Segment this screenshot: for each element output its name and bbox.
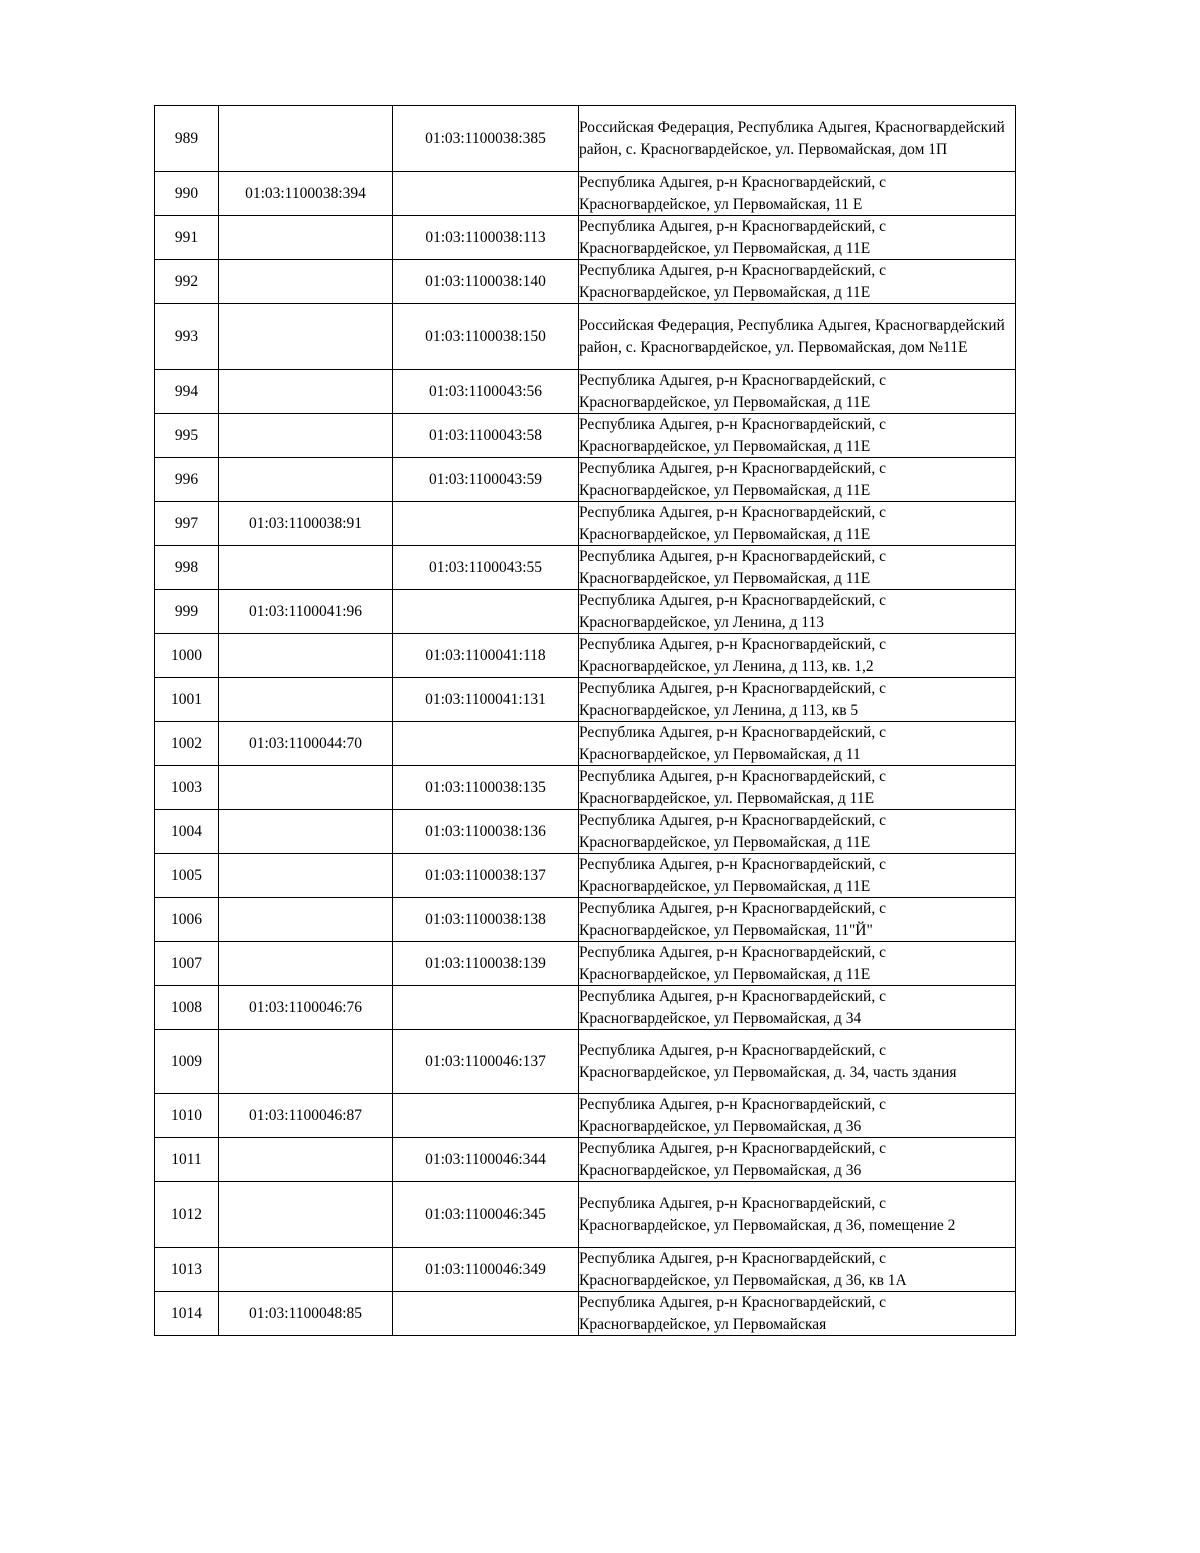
land-cadastral-number-cell: 01:03:1100046:87 (219, 1094, 393, 1138)
object-cadastral-number-cell: 01:03:1100038:113 (393, 216, 579, 260)
address-cell: Республика Адыгея, р-н Красногвардейский, с Красногвардейское, ул Первомайская, д 11Е (579, 370, 1016, 414)
address-cell: Республика Адыгея, р-н Красногвардейский, с Красногвардейское, ул Первомайская, д 11Е (579, 942, 1016, 986)
address-cell: Республика Адыгея, р-н Красногвардейский, с Красногвардейское, ул. Первомайская, д 11Е (579, 766, 1016, 810)
object-cadastral-number-cell (393, 502, 579, 546)
object-cadastral-number-cell: 01:03:1100043:55 (393, 546, 579, 590)
property-table (154, 105, 1016, 1336)
land-cadastral-number-cell (219, 260, 393, 304)
row-number-cell: 1008 (155, 986, 219, 1030)
object-cadastral-number-cell: 01:03:1100038:385 (393, 106, 579, 172)
row-number-cell: 1002 (155, 722, 219, 766)
table-row (155, 854, 1016, 898)
land-cadastral-number-cell (219, 106, 393, 172)
land-cadastral-number-cell: 01:03:1100044:70 (219, 722, 393, 766)
object-cadastral-number-cell (393, 1292, 579, 1336)
row-number-cell: 999 (155, 590, 219, 634)
land-cadastral-number-cell (219, 1248, 393, 1292)
table-row (155, 810, 1016, 854)
row-number-cell: 994 (155, 370, 219, 414)
row-number-cell: 1005 (155, 854, 219, 898)
land-cadastral-number-cell (219, 854, 393, 898)
land-cadastral-number-cell (219, 216, 393, 260)
address-cell: Республика Адыгея, р-н Красногвардейский, с Красногвардейское, ул Ленина, д 113 (579, 590, 1016, 634)
address-cell: Республика Адыгея, р-н Красногвардейский, с Красногвардейское, ул Первомайская, д 11Е (579, 502, 1016, 546)
row-number-cell: 990 (155, 172, 219, 216)
object-cadastral-number-cell: 01:03:1100046:345 (393, 1182, 579, 1248)
object-cadastral-number-cell: 01:03:1100038:139 (393, 942, 579, 986)
land-cadastral-number-cell (219, 634, 393, 678)
object-cadastral-number-cell: 01:03:1100041:118 (393, 634, 579, 678)
land-cadastral-number-cell (219, 1138, 393, 1182)
address-cell: Республика Адыгея, р-н Красногвардейский, с Красногвардейское, ул Первомайская, д 11Е (579, 414, 1016, 458)
address-cell: Республика Адыгея, р-н Красногвардейский, с Красногвардейское, ул Первомайская, д 11Е (579, 810, 1016, 854)
row-number-cell: 995 (155, 414, 219, 458)
address-cell: Республика Адыгея, р-н Красногвардейский, с Красногвардейское, ул Первомайская, д 34 (579, 986, 1016, 1030)
address-cell: Республика Адыгея, р-н Красногвардейский, с Красногвардейское, ул Первомайская, д 11Е (579, 546, 1016, 590)
address-cell: Республика Адыгея, р-н Красногвардейский, с Красногвардейское, ул Первомайская, д 36 (579, 1094, 1016, 1138)
table-row (155, 172, 1016, 216)
land-cadastral-number-cell: 01:03:1100038:91 (219, 502, 393, 546)
table-row (155, 986, 1016, 1030)
table-row (155, 260, 1016, 304)
table-row (155, 678, 1016, 722)
table-row (155, 898, 1016, 942)
land-cadastral-number-cell: 01:03:1100041:96 (219, 590, 393, 634)
row-number-cell: 1007 (155, 942, 219, 986)
table-row (155, 546, 1016, 590)
address-cell: Республика Адыгея, р-н Красногвардейский, с Красногвардейское, ул Первомайская (579, 1292, 1016, 1336)
row-number-cell: 991 (155, 216, 219, 260)
object-cadastral-number-cell (393, 722, 579, 766)
land-cadastral-number-cell (219, 304, 393, 370)
table-row (155, 216, 1016, 260)
land-cadastral-number-cell (219, 546, 393, 590)
object-cadastral-number-cell: 01:03:1100041:131 (393, 678, 579, 722)
address-cell: Республика Адыгея, р-н Красногвардейский, с Красногвардейское, ул Первомайская, д 36 (579, 1138, 1016, 1182)
table-row (155, 304, 1016, 370)
object-cadastral-number-cell: 01:03:1100043:56 (393, 370, 579, 414)
object-cadastral-number-cell: 01:03:1100038:136 (393, 810, 579, 854)
address-cell: Республика Адыгея, р-н Красногвардейский, с Красногвардейское, ул Первомайская, д 11Е (579, 216, 1016, 260)
object-cadastral-number-cell: 01:03:1100038:137 (393, 854, 579, 898)
land-cadastral-number-cell: 01:03:1100046:76 (219, 986, 393, 1030)
object-cadastral-number-cell: 01:03:1100038:150 (393, 304, 579, 370)
address-cell: Республика Адыгея, р-н Красногвардейский, с Красногвардейское, ул Первомайская, д 11Е (579, 854, 1016, 898)
object-cadastral-number-cell (393, 1094, 579, 1138)
land-cadastral-number-cell (219, 458, 393, 502)
land-cadastral-number-cell (219, 370, 393, 414)
object-cadastral-number-cell (393, 590, 579, 634)
object-cadastral-number-cell: 01:03:1100038:140 (393, 260, 579, 304)
row-number-cell: 1003 (155, 766, 219, 810)
table-row (155, 458, 1016, 502)
land-cadastral-number-cell (219, 942, 393, 986)
table-row (155, 414, 1016, 458)
object-cadastral-number-cell: 01:03:1100038:138 (393, 898, 579, 942)
table-row (155, 1094, 1016, 1138)
land-cadastral-number-cell (219, 1182, 393, 1248)
row-number-cell: 1000 (155, 634, 219, 678)
table-row (155, 942, 1016, 986)
address-cell: Республика Адыгея, р-н Красногвардейский, с Красногвардейское, ул Первомайская, 11 Е (579, 172, 1016, 216)
row-number-cell: 992 (155, 260, 219, 304)
table-row (155, 1030, 1016, 1094)
row-number-cell: 1006 (155, 898, 219, 942)
table-row (155, 1248, 1016, 1292)
address-cell: Республика Адыгея, р-н Красногвардейский, с Красногвардейское, ул Первомайская, д 11 (579, 722, 1016, 766)
object-cadastral-number-cell (393, 172, 579, 216)
row-number-cell: 1009 (155, 1030, 219, 1094)
table-row (155, 634, 1016, 678)
address-cell: Республика Адыгея, р-н Красногвардейский, с Красногвардейское, ул Ленина, д 113, кв. 1,2 (579, 634, 1016, 678)
address-cell: Республика Адыгея, р-н Красногвардейский, с Красногвардейское, ул Первомайская, д 11Е (579, 260, 1016, 304)
table-row (155, 590, 1016, 634)
address-cell: Российская Федерация, Республика Адыгея, Красногвардейский район, с. Красногвардейское, ул. Первомайская, дом №11Е (579, 304, 1016, 370)
object-cadastral-number-cell: 01:03:1100046:349 (393, 1248, 579, 1292)
land-cadastral-number-cell (219, 1030, 393, 1094)
table-row (155, 502, 1016, 546)
land-cadastral-number-cell: 01:03:1100048:85 (219, 1292, 393, 1336)
row-number-cell: 993 (155, 304, 219, 370)
land-cadastral-number-cell (219, 810, 393, 854)
land-cadastral-number-cell (219, 766, 393, 810)
address-cell: Республика Адыгея, р-н Красногвардейский, с Красногвардейское, ул Первомайская, д 36, кв 1А (579, 1248, 1016, 1292)
address-cell: Республика Адыгея, р-н Красногвардейский, с Красногвардейское, ул Первомайская, д 36, помещение 2 (579, 1182, 1016, 1248)
land-cadastral-number-cell: 01:03:1100038:394 (219, 172, 393, 216)
table-row (155, 1138, 1016, 1182)
row-number-cell: 997 (155, 502, 219, 546)
object-cadastral-number-cell: 01:03:1100046:344 (393, 1138, 579, 1182)
address-cell: Республика Адыгея, р-н Красногвардейский, с Красногвардейское, ул Первомайская, д 11Е (579, 458, 1016, 502)
table-row (155, 1292, 1016, 1336)
row-number-cell: 998 (155, 546, 219, 590)
land-cadastral-number-cell (219, 898, 393, 942)
row-number-cell: 996 (155, 458, 219, 502)
object-cadastral-number-cell: 01:03:1100046:137 (393, 1030, 579, 1094)
row-number-cell: 1011 (155, 1138, 219, 1182)
object-cadastral-number-cell: 01:03:1100043:58 (393, 414, 579, 458)
row-number-cell: 1001 (155, 678, 219, 722)
table-row (155, 1182, 1016, 1248)
address-cell: Российская Федерация, Республика Адыгея, Красногвардейский район, с. Красногвардейское, ул. Первомайская, дом 1П (579, 106, 1016, 172)
address-cell: Республика Адыгея, р-н Красногвардейский, с Красногвардейское, ул Первомайская, д. 34, часть здания (579, 1030, 1016, 1094)
address-cell: Республика Адыгея, р-н Красногвардейский, с Красногвардейское, ул Ленина, д 113, кв 5 (579, 678, 1016, 722)
property-table-body (155, 106, 1016, 1336)
row-number-cell: 1012 (155, 1182, 219, 1248)
row-number-cell: 989 (155, 106, 219, 172)
table-row (155, 106, 1016, 172)
land-cadastral-number-cell (219, 414, 393, 458)
row-number-cell: 1010 (155, 1094, 219, 1138)
land-cadastral-number-cell (219, 678, 393, 722)
table-row (155, 370, 1016, 414)
row-number-cell: 1013 (155, 1248, 219, 1292)
object-cadastral-number-cell: 01:03:1100038:135 (393, 766, 579, 810)
object-cadastral-number-cell (393, 986, 579, 1030)
table-row (155, 766, 1016, 810)
object-cadastral-number-cell: 01:03:1100043:59 (393, 458, 579, 502)
table-row (155, 722, 1016, 766)
address-cell: Республика Адыгея, р-н Красногвардейский, с Красногвардейское, ул Первомайская, 11"Й" (579, 898, 1016, 942)
row-number-cell: 1004 (155, 810, 219, 854)
row-number-cell: 1014 (155, 1292, 219, 1336)
